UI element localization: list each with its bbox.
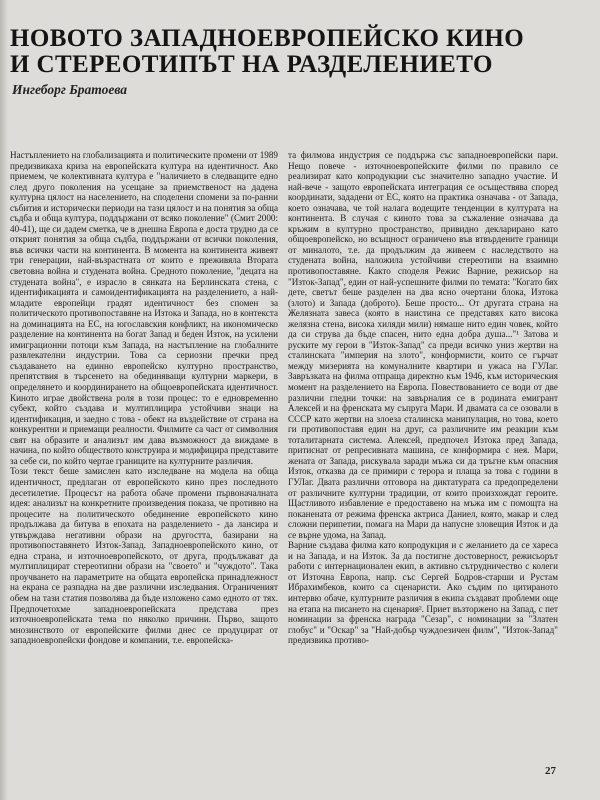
paragraph: Този текст беше замислен като изследване на модела на обща идентичност, предлаган от европейското кино през последното десетилетие. Процесът на работа обаче промени първоначалната идея: анализът на конкретните произведения показа, че противно на процесите на политическото обединение европейското кино продължава да битува в епохата на разделението - да лансира и утвърждава негативни образи на другостта, базирани на противопоставянето Изток-Запад. Западноевропейското кино, от една страна, и източноевропейското, от друга, продължават да мултиплицират стереотипни образи на "своето" и "чуждото". Така проучването на параметрите на общата европейска принадлежност на екрана се разпадна на две различни изследвания. Ограниченият обем на тази статия позволява да бъде изложено само едното от тях. Предпочетохме западноевропейската представа през източноевропейската тема по няколко причини. Първо, защото мнозинството от европейските филми днес се продуцират от западноевропейски фондове и компании, т.е. европейска-: [10, 466, 278, 646]
title-line-1: НОВОТО ЗАПАДНОЕВРОПЕЙСКО КИНО: [10, 25, 525, 52]
page-number: 27: [545, 765, 556, 777]
title-line-2: И СТЕРЕОТИПЪТ НА РАЗДЕЛЕНИЕТО: [10, 51, 493, 78]
text-column-right: [288, 150, 558, 646]
paragraph: Настъплението на глобализацията и политическите промени от 1989 предизвикаха криза на европейската култура на идентичност. Ако приемем, че колективната култура е "наличието в следващите едно след друго поколения на усещане за приемственост на дадена културна цялост на населението, на споделени спомени за по-ранни събития и исторически периоди на тази цялост и на понятия за обща съдба и обща култура, поддържани от всяко поколение" (Смит 2000: 40-41), ще си дадем сметка, че в днешна Европа е доста трудно да се открият понятия за обща съдба, поддържани от всички поколения, във всички части на континента. В момента на континента живеят три генерации, най-възрастната от които е преживяла Втората световна война и студената война. Средното поколение, "децата на студената война", е израсло в сянката на Берлинската стена, с идентификацията и самоидентификацията на разделението, а най-младите европейци градят идентичност без спомен за политическото противопоставяне на Изтока и Запада, но в контекста на доминацията на ЕС, на югославския конфликт, на икономическо разделение на континента на богат Запад и беден Изток, на усилени имиграционни потоци към Запада, на настъпление на глобалните развлекателни индустрии. Това са сериозни пречки пред създаването на единно европейско културно пространство, препятствия в търсенето на обединяващи културни маркери, в определянето и координирането на общоевропейската идентичност. Киното играе двойствена роля в този процес: то е едновременно субект, който създава и мултиплицира устойчиви знаци на идентификация, и заедно с това - обект на въздействие от страна на конкурентни и приемащи реалности. Филмите са част от символния свят на образите и анализът им дава възможност да виждаме в начина, по който обществото конструира и модифицира представите за себе си, по който чертае границите на културните различия.: [10, 150, 278, 466]
spine-shadow: [0, 0, 8, 800]
paragraph: Варние създава филма като копродукция и с желанието да се хареса и на Запада, и на Изток. За да постигне достоверност, режисьорът работи с интернационален екип, в активно сътрудничество с колеги от Източна Европа, напр. със Сергей Бодров-старши и Рустам Ибрахимбеков, които са сценаристи. Ако съдим по цитираното интервю обаче, културните различия в екипа създават проблеми още на етапа на писането на сценария². Приет възторжено на Запад, с пет номинации за френска награда "Сезар", с номинации за "Златен глобус" и "Оскар" за "Най-добър чуждоезичен филм", "Изток-Запад" предизвика противо-: [288, 540, 558, 646]
author-byline: Ингеборг Братоева: [12, 82, 128, 97]
paragraph: та филмова индустрия се поддържа със западноевропейски пари. Нещо повече - източноевропейските филми по правило се реализират като копродукции със значително западно участие. И най-вече - защото европейската интеграция се осъществява според координати, зададени от ЕС, която на практика означава - от Запада, което означава, че той налага водещите тенденции в културата на континента. В случая с киното това за съжаление означава да кръжим в културно пространство, привидно декларирано като общоевропейско, но всъщност ограничено във втвърдените граници от миналото, т.е. да продължим да живеем с наследството на студената война, наложила устойчиви стереотипи на взаимно противопоставяне. Както споделя Режис Варние, режисьор на "Изток-Запад", един от най-успешните филми по темата: "Когато бях дете, светът беше разделен на два ясно очертани блока, Изтока (злото) и Запада (доброто). Беше просто... От другата страна на Желязната завеса (която в наистина се представях като висока желязна стена, висока хиляди мили) нямаше нито един човек, който да си струва да бъде спасен, нито една добра душа..."¹ Затова и руските му герои в "Изток-Запад" са преди всичко униз жертви на сталинската "империя на злото", конформисти, които се гърчат между мизерията на комуналните квартири и ужаса на ГУЛаг. Завръзката на филма отпраща директно към 1946, към историческия момент на разделението на Европа. Повествованието се води от две различни гледни точки: на завърналия се в родината емигрант Алексей и на френската му съпруга Мари. И двамата са се озовали в СССР като жертви на злоеза сталинска манипулация, но това, което ги противопоставя един на друг, са различните им реакции към тоталитарната система. Алексей, предпочел Изтока пред Запада, притиснат от репресивната машина, се конформира с нея. Мари, жената от Запада, рискувала заради мъжа си да тръгне към опасния Изток, отказва да се примири с терора и плаща за това с години в ГУЛаг. Двата различни отговора на диктатурата са предопределени от различните културни традиции, от които произхождат героите. Щастливото избавление е предоставено на мъжа им с помощта на поканената от режима френска актриса Даниел, която, макар и след сложни перипетии, помага на Мари да напусне зловещия Изток и да се върне удома, на Запад.: [288, 150, 558, 540]
text-column-left: [10, 150, 278, 646]
article-title: [10, 26, 565, 78]
